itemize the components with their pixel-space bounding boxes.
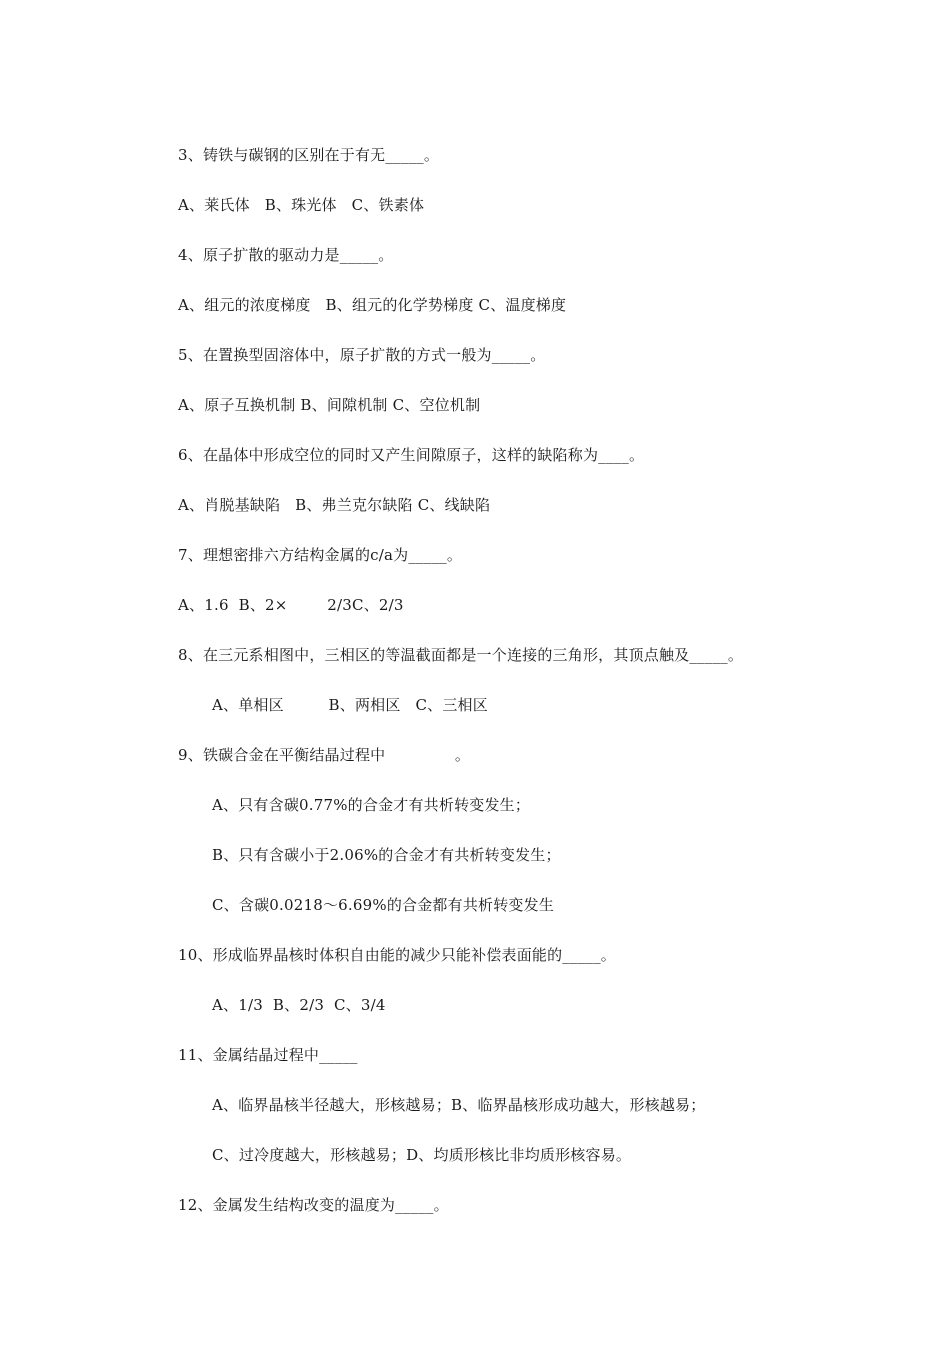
question-6-options: A、肖脱基缺陷 B、弗兰克尔缺陷 C、线缺陷	[178, 496, 491, 514]
question-9-option-b: B、只有含碳小于2.06%的合金才有共析转变发生；	[212, 846, 561, 864]
question-4-options: A、组元的浓度梯度 B、组元的化学势梯度 C、温度梯度	[178, 296, 567, 314]
question-9: 9、铁碳合金在平衡结晶过程中 。	[178, 746, 471, 764]
question-7: 7、理想密排六方结构金属的c/a为_____。	[178, 546, 463, 564]
question-11: 11、金属结晶过程中_____	[178, 1046, 358, 1064]
question-8: 8、在三元系相图中，三相区的等温截面都是一个连接的三角形，其顶点触及_____。	[178, 646, 744, 664]
question-10-options: A、1/3 B、2/3 C、3/4	[212, 996, 386, 1014]
question-11-options-ab: A、临界晶核半径越大，形核越易；B、临界晶核形成功越大，形核越易；	[212, 1096, 706, 1114]
question-9-option-a: A、只有含碳0.77%的合金才有共析转变发生；	[212, 796, 531, 814]
question-6: 6、在晶体中形成空位的同时又产生间隙原子，这样的缺陷称为____。	[178, 446, 645, 464]
question-3: 3、铸铁与碳钢的区别在于有无_____。	[178, 146, 440, 164]
question-12: 12、金属发生结构改变的温度为_____。	[178, 1196, 449, 1214]
question-11-options-cd: C、过冷度越大，形核越易；D、均质形核比非均质形核容易。	[212, 1146, 632, 1164]
question-9-option-c: C、含碳0.0218～6.69%的合金都有共析转变发生	[212, 896, 555, 914]
question-5-options: A、原子互换机制 B、间隙机制 C、空位机制	[178, 396, 481, 414]
question-3-options: A、莱氏体 B、珠光体 C、铁素体	[178, 196, 425, 214]
question-5: 5、在置换型固溶体中，原子扩散的方式一般为_____。	[178, 346, 546, 364]
question-10: 10、形成临界晶核时体积自由能的减少只能补偿表面能的_____。	[178, 946, 616, 964]
question-4: 4、原子扩散的驱动力是_____。	[178, 246, 394, 264]
question-7-options: A、1.6 B、2× 2/3C、2/3	[178, 596, 404, 614]
question-8-options: A、单相区 B、两相区 C、三相区	[212, 696, 488, 714]
